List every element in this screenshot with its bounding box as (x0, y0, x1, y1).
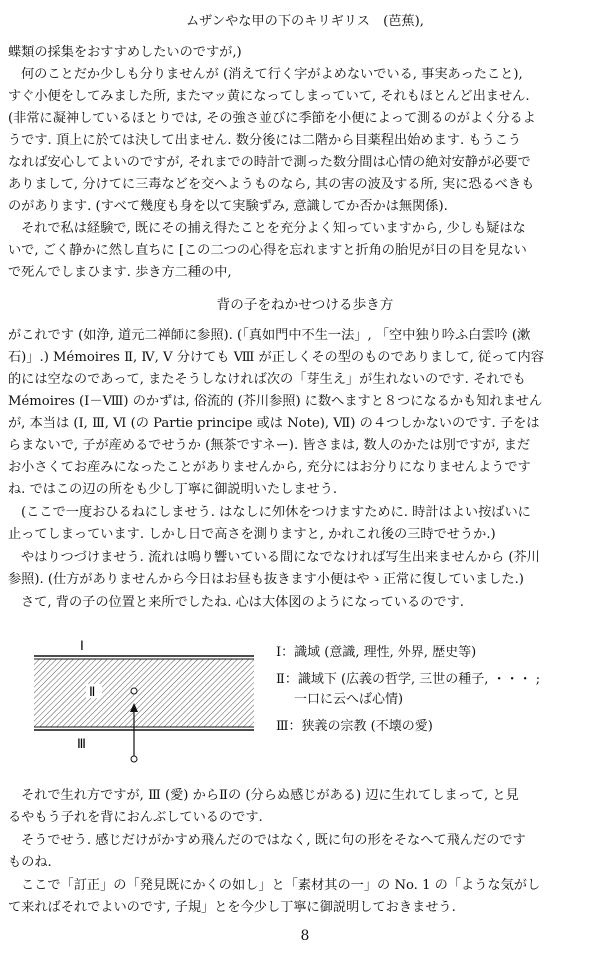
legend-item-1: Ⅰ：識域 (意識, 理性, 外界, 歴史等) (276, 645, 477, 660)
section-heading: 背の子をねかせつける歩き方 (216, 297, 394, 313)
text-line: ね. ではこの辺の所をも少し丁寧に御説明いたしませう. (8, 482, 338, 497)
text-line: さて, 背の子の位置と来所でしたね. 心は大体図のようになっているのです. (21, 595, 464, 610)
text-line: が, 本当は (Ⅰ, Ⅲ, Ⅵ (の Partie principe 或は Note), Ⅶ) の４つしかないのです. 子をは (8, 416, 540, 431)
text-line: やはりつづけませう. 流れは鳴り響いている間になでなければ写生出来ませんから (芥川 (21, 550, 540, 565)
text-line: お小さくてお産みになったことがありませんから, 充分にはお分りになりませんようです (8, 460, 531, 475)
text-line: 参照). (仕方がありませんから今日はお昼も抜きます小便はやゝ正常に復していました.) (8, 572, 524, 587)
text-line: (ここで一度おひるねにしませう. はなしに夘休をつけますために. 時計はよい按ばいに (21, 505, 531, 520)
region-label-1: Ⅰ (80, 638, 84, 653)
text-line: ありまして, 分けてに三毒などを交へようものなら, 其の害の波及する所, 実に恐るべきも (8, 177, 535, 192)
text-line: て来ればそれでよいのです, 子規」とを今少し丁寧に御説明しておきませう. (8, 900, 456, 915)
subliminal-region (34, 659, 254, 727)
text-line: それで生れ方ですが, Ⅲ (愛) からⅡの (分らぬ感じがある) 辺に生れてしまって, と見 (21, 788, 519, 803)
text-line: (非常に凝神しているほとりでは, その強さ並びに季節を小便によって測るのがよく分るよ (8, 111, 536, 126)
text-line: いで, ごく静かに然し直ちに [この二つの心得を忘れますと折角の胎児が日の目を見ない (8, 243, 527, 258)
region-label-2: Ⅱ (89, 684, 96, 699)
text-line: 蝶類の採集をおすすめしたいのですが,) (8, 45, 242, 60)
text-line: のがあります. (すべて幾度も身を以て実験ずみ, 意識してか否かは無関係). (8, 199, 448, 214)
text-line: 止ってしまっています. しかし日で高さを測りますと, かれこれ後の三時でせうか.) (8, 527, 496, 542)
origin-circle-lower (131, 756, 137, 762)
legend-item-2-cont: 一口に云へば心情) (294, 692, 404, 707)
text-line: らまないで, 子が産めるでせうか (無茶ですネー). 皆さまは, 数人のかたは別ですが, まだ (8, 438, 531, 453)
text-line: Mémoires (Ⅰ－Ⅷ) のかずは, 俗流的 (芥川参照) に数へますと８つになるかも知れません (8, 394, 543, 409)
legend-item-3: Ⅲ：狭義の宗教 (不壊の愛) (276, 719, 433, 734)
text-line: そうでせう. 感じだけがかすめ飛んだのではなく, 既に句の形をそなへて飛んだのです (21, 833, 526, 848)
page-number: 8 (300, 928, 310, 944)
text-line: で死んでしまひます. 歩き方二種の中, (8, 265, 232, 280)
text-line: なれば安心してよいのですが, それまでの時計で測った数分間は心情の絶対安静が必要で (8, 155, 531, 170)
region-label-3: Ⅲ (77, 736, 86, 751)
text-line: 何のことだか少しも分りませんが (消えて行く字がよめないでいる, 事実あったこと), (21, 67, 523, 82)
text-line: がこれです (如浄, 道元二禅師に参照). (「真如門中不生一法」, 「空中独り吟ふ白雲吟 (漱 (8, 328, 531, 343)
text-line: ここで「訂正」の「発見既にかくの如し」と「素材其の一」の No. 1 の「ような気がし (21, 878, 541, 893)
text-line: それで私は経験で, 既にその捕え得たことを充分よく知っていますから, 少しも疑はな (21, 221, 526, 236)
haiku-line: ムザンやな甲の下のキリギリス (芭蕉), (186, 14, 424, 29)
text-line: 石)」.) Mémoires Ⅱ, Ⅳ, Ⅴ 分けても Ⅷ が正しくその型のものでありまして, 従って内容 (8, 350, 544, 365)
text-line: すぐ小便をしてみました所, またマッ黄になってしまっていて, それもほとんど出ません. (8, 89, 530, 104)
legend-item-2: Ⅱ：識域下 (広義の哲学, 三世の種子, ・・・ ; (276, 672, 541, 687)
text-line: 的には空なのであって, またそうしなければ次の「芽生え」が生れないのです. それでも (8, 372, 526, 387)
text-line: るやもう子れを背におんぶしているのです. (8, 810, 263, 825)
text-line: うです. 頂上に於ては決して出ません. 数分後には二階から目薬程出始めます. もうこう (8, 133, 522, 148)
text-line: ものね. (8, 855, 52, 870)
mind-diagram (34, 636, 254, 764)
origin-circle-upper (131, 688, 137, 694)
